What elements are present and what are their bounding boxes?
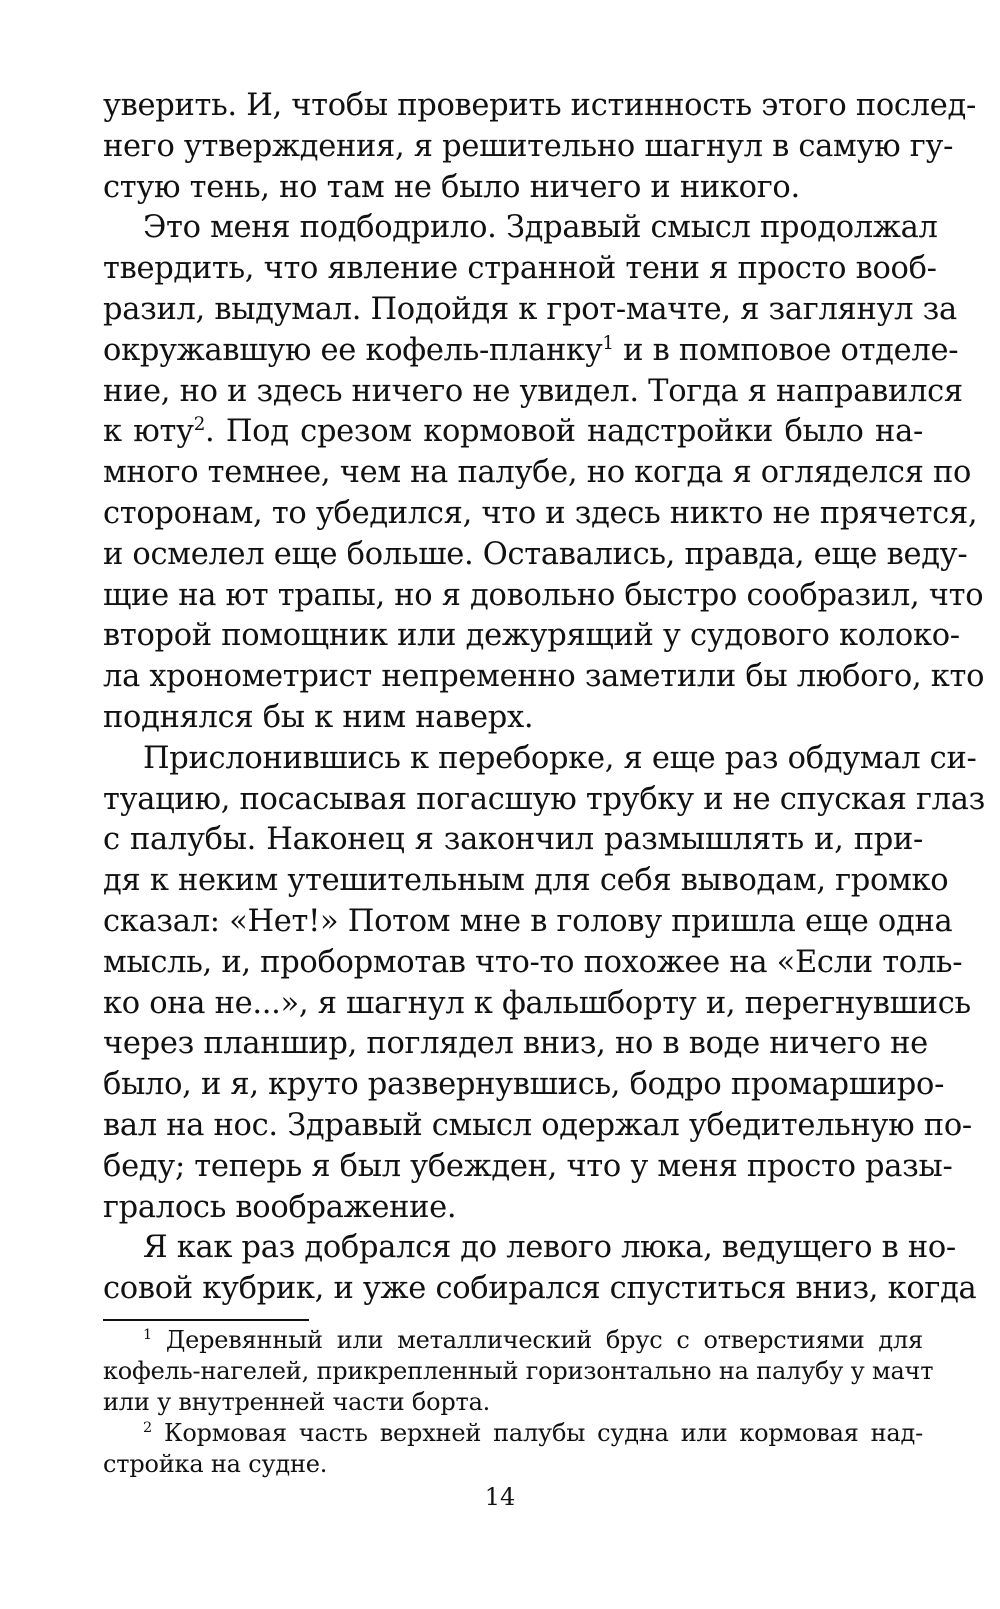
- text-line: стую тень, но там не было ничего и никого.: [103, 169, 800, 205]
- footnote-mark: 2: [193, 414, 206, 436]
- text-line: гралось воображение.: [103, 1189, 457, 1225]
- footnote-divider: [103, 1319, 309, 1321]
- text-line: и осмелел еще больше. Оставались, правда, еще веду-: [103, 536, 968, 572]
- footnotes: [103, 1325, 934, 1480]
- footnote-text: Кормовая часть верхней палубы судна или кормовая над-: [163, 1419, 923, 1447]
- footnote-text: Деревянный или металлический брус с отверстиями для: [165, 1326, 923, 1354]
- text-fragment: и в помповое отделе-: [623, 332, 959, 368]
- text-fragment: к юту: [103, 414, 194, 450]
- text-line: ла хронометрист непременно заметили бы любого, кто: [103, 659, 985, 695]
- footnote-line: или у внутренней части борта.: [103, 1388, 491, 1416]
- footnote-mark: 1: [143, 1327, 152, 1343]
- body-text: [103, 86, 985, 1310]
- paragraph: [103, 1228, 977, 1310]
- text-line: через планшир, поглядел вниз, но в воде ничего не: [103, 1026, 928, 1062]
- text-line: разил, выдумал. Подойдя к грот-мачте, я заглянул за: [103, 291, 957, 327]
- text-line: ние, но и здесь ничего не увидел. Тогда я направился: [103, 373, 963, 409]
- text-line: второй помощник или дежурящий у судового колоко-: [103, 618, 960, 654]
- text-line: дя к неким утешительным для себя выводам, громко: [103, 863, 949, 899]
- paragraph: [103, 739, 985, 1229]
- text-line: беду; теперь я был убежден, что у меня просто разы-: [103, 1148, 953, 1184]
- text-line: Я как раз добрался до левого люка, ведущего в но-: [143, 1230, 956, 1266]
- text-line: много темнее, чем на палубе, но когда я огляделся по: [103, 455, 972, 491]
- page-number: 14: [484, 1483, 516, 1511]
- text-line: уверить. И, чтобы проверить истинность этого послед-: [103, 88, 976, 123]
- footnote-line: стройка на судне.: [103, 1450, 328, 1478]
- footnote-mark: 2: [143, 1420, 152, 1436]
- text-line: ко она не...», я шагнул к фальшборту и, перегнувшись: [103, 985, 971, 1021]
- text-line: него утверждения, я решительно шагнул в самую гу-: [103, 128, 954, 164]
- text-line: [103, 331, 959, 372]
- footnote-line: [103, 1325, 923, 1356]
- text-line: сказал: «Нет!» Потом мне в голову пришла еще одна: [103, 903, 953, 939]
- footnote-mark: 1: [602, 332, 614, 354]
- text-line: [103, 412, 923, 453]
- text-line: твердить, что явление странной тени я просто вооб-: [103, 251, 937, 287]
- text-line: щие на ют трапы, но я довольно быстро сообразил, что: [103, 577, 984, 613]
- text-line: вал на нос. Здравый смысл одержал убедительную по-: [103, 1107, 972, 1143]
- text-line: Прислонившись к переборке, я еще раз обдумал си-: [143, 740, 977, 776]
- footnote-line: [103, 1418, 923, 1449]
- text-line: с палубы. Наконец я закончил размышлять и, при-: [103, 822, 923, 858]
- text-line: было, и я, круто развернувшись, бодро промарширо-: [103, 1067, 945, 1103]
- text-line: мысль, и, пробормотав что-то похожее на «Если толь-: [103, 944, 963, 980]
- text-line: совой кубрик, и уже собирался спуститься вниз, когда: [103, 1271, 977, 1307]
- paragraph: [103, 86, 976, 208]
- footnote-line: кофель-нагелей, прикрепленный горизонтально на палубу у мачт: [103, 1357, 934, 1385]
- text-line: Это меня подбодрило. Здравый смысл продолжал: [143, 210, 938, 246]
- text-line: сторонам, то убедился, что и здесь никто не прячется,: [103, 495, 978, 531]
- text-line: поднялся бы к ним наверх.: [103, 699, 534, 735]
- text-line: туацию, посасывая погасшую трубку и не спуская глаз: [103, 781, 985, 817]
- paragraph: [103, 208, 985, 738]
- text-fragment: . Под срезом кормовой надстройки было на-: [205, 414, 923, 450]
- text-fragment: окружавшую ее кофель-планку: [103, 332, 603, 368]
